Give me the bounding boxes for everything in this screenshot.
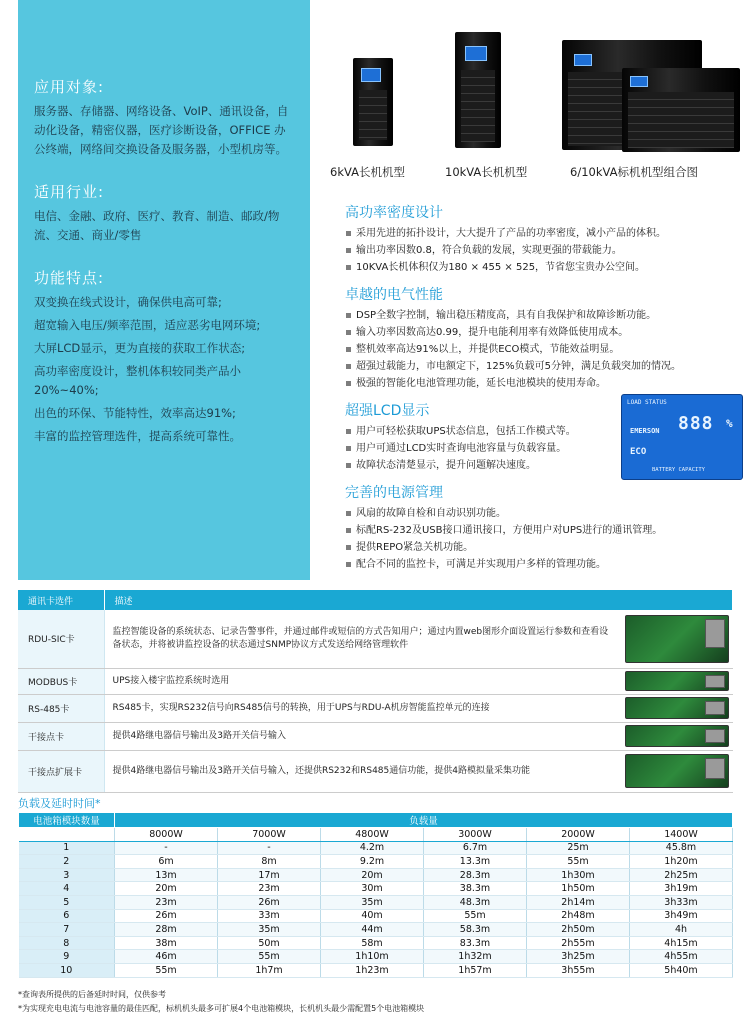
runtime-cell: 23m <box>218 882 321 896</box>
col-load-group: 负载量 <box>115 813 733 828</box>
industries-heading: 适用行业: <box>34 183 105 201</box>
circuit-card-image <box>625 615 729 663</box>
ups-screen <box>630 76 648 87</box>
table-row <box>18 694 733 722</box>
load-runtime-table <box>18 812 733 978</box>
footnote: *查询表所提供的后备延时时间，仅供参考 <box>18 990 166 999</box>
runtime-cell: 4h <box>630 923 733 937</box>
bullet-item: 用户可通过LCD实时查询电池容量与负载容量。 <box>345 440 615 457</box>
table-header-row <box>18 590 733 610</box>
runtime-cell: 4h15m <box>630 936 733 950</box>
runtime-cell: 30m <box>321 882 424 896</box>
bullet-item: 用户可轻松获取UPS状态信息，包括工作模式等。 <box>345 423 615 440</box>
section-power-density <box>345 202 745 276</box>
runtime-cell: 13m <box>115 868 218 882</box>
bullet-item: 10KVA长机体积仅为180 × 455 × 525，节省您宝贵办公空间。 <box>345 259 745 276</box>
blank-cell <box>19 828 115 842</box>
runtime-cell: 28m <box>115 923 218 937</box>
bullet-list <box>345 307 745 392</box>
bullet-item: 提供REPO紧急关机功能。 <box>345 539 745 556</box>
runtime-cell: 26m <box>115 909 218 923</box>
feature-sections <box>345 202 745 581</box>
ups-10kva-image <box>455 32 501 148</box>
caption-rack-combo: 6/10kVA标机机型组合图 <box>570 165 698 179</box>
col-battery-modules: 电池箱模块数量 <box>19 813 115 828</box>
ups-vent <box>359 90 387 140</box>
lcd-mode: ECO <box>630 447 647 457</box>
card-name: RDU-SIC卡 <box>18 610 104 668</box>
runtime-cell: 17m <box>218 868 321 882</box>
feature-item: 丰富的监控管理选件，提高系统可靠性。 <box>34 429 241 443</box>
bullet-item: 配合不同的监控卡，可满足并实现用户多样的管理功能。 <box>345 556 745 573</box>
runtime-cell: 4h55m <box>630 950 733 964</box>
runtime-cell: 38m <box>115 936 218 950</box>
bullet-item: 输入功率因数高达0.99，提升电能利用率有效降低使用成本。 <box>345 324 745 341</box>
product-images <box>330 22 740 182</box>
runtime-cell: 58m <box>321 936 424 950</box>
runtime-cell: 20m <box>115 882 218 896</box>
runtime-cell: 44m <box>321 923 424 937</box>
module-count: 5 <box>19 895 115 909</box>
runtime-cell: 55m <box>218 950 321 964</box>
table-row <box>19 882 733 896</box>
table-row <box>19 868 733 882</box>
circuit-card-image <box>625 671 729 691</box>
card-desc: 监控智能设备的系统状态、记录告警事件，并通过邮件或短信的方式告知用户；通过内置web图形介面设置运行参数和查看设备状态，并将被讲监控设备的状态通过SNMP协议方式发送给网络管理软件 <box>104 610 621 668</box>
runtime-cell: 1h30m <box>527 868 630 882</box>
runtime-cell: 35m <box>321 895 424 909</box>
applications-text: 服务器、存储器、网络设备、VoIP、通讯设备，自动化设备，精密仪器，医疗诊断设备，OFFICE 办公终端，网络间交换设备及服务器，小型机房等。 <box>34 104 289 156</box>
runtime-cell: 3h19m <box>630 882 733 896</box>
table-row <box>19 963 733 977</box>
ups-screen <box>465 46 487 61</box>
card-desc: 提供4路继电器信号输出及3路开关信号输入，还提供RS232和RS485通信功能，提供4路模拟量采集功能 <box>104 750 621 792</box>
section-heading: 完善的电源管理 <box>345 485 443 501</box>
feature-item: 超宽输入电压/频率范围，适应恶劣电网环境; <box>34 318 261 332</box>
runtime-cell: 40m <box>321 909 424 923</box>
lcd-unit: % <box>726 417 733 430</box>
runtime-cell: 23m <box>115 895 218 909</box>
load-subheader-row <box>19 828 733 842</box>
industries-section <box>34 181 296 245</box>
load-col: 7000W <box>218 828 321 842</box>
runtime-cell: 1h20m <box>630 855 733 869</box>
runtime-cell: 1h50m <box>527 882 630 896</box>
runtime-cell: 55m <box>527 855 630 869</box>
card-image-cell <box>621 722 733 750</box>
section-heading: 高功率密度设计 <box>345 205 443 221</box>
runtime-cell: 3h49m <box>630 909 733 923</box>
ups-vent <box>628 92 734 148</box>
table-row <box>19 895 733 909</box>
card-name: RS-485卡 <box>18 694 104 722</box>
card-image-cell <box>621 750 733 792</box>
section-electrical <box>345 284 745 392</box>
load-col: 1400W <box>630 828 733 842</box>
runtime-cell: - <box>115 841 218 855</box>
card-desc: RS485卡，实现RS232信号向RS485信号的转换，用于UPS与RDU-A机房智能监控单元的连接 <box>104 694 621 722</box>
runtime-cell: 9.2m <box>321 855 424 869</box>
card-desc: 提供4路继电器信号输出及3路开关信号输入 <box>104 722 621 750</box>
col-card: 通讯卡选件 <box>18 590 104 610</box>
runtime-cell: 50m <box>218 936 321 950</box>
table-header-row <box>19 813 733 828</box>
bullet-item: 风扇的故障自检和自动识别功能。 <box>345 505 745 522</box>
circuit-card-image <box>625 697 729 719</box>
bullet-item: 整机效率高达91%以上，并提供ECO模式，节能效益明显。 <box>345 341 745 358</box>
card-desc: UPS接入楼宇监控系统时选用 <box>104 668 621 694</box>
module-count: 4 <box>19 882 115 896</box>
bullet-item: DSP全数字控制，输出稳压精度高，具有自我保护和故障诊断功能。 <box>345 307 745 324</box>
runtime-cell: 3h55m <box>527 963 630 977</box>
module-count: 9 <box>19 950 115 964</box>
load-col: 4800W <box>321 828 424 842</box>
runtime-cell: 3h33m <box>630 895 733 909</box>
runtime-cell: 1h57m <box>424 963 527 977</box>
runtime-cell: 1h32m <box>424 950 527 964</box>
runtime-cell: 2h25m <box>630 868 733 882</box>
module-count: 10 <box>19 963 115 977</box>
circuit-card-image <box>625 754 729 788</box>
runtime-cell: 5h40m <box>630 963 733 977</box>
card-options-table <box>18 590 733 793</box>
bullet-list <box>345 225 745 276</box>
runtime-cell: 45.8m <box>630 841 733 855</box>
runtime-cell: 1h10m <box>321 950 424 964</box>
ups-rack-front-image <box>622 68 740 152</box>
runtime-cell: 35m <box>218 923 321 937</box>
ups-6kva-image <box>353 58 393 146</box>
card-name: MODBUS卡 <box>18 668 104 694</box>
table-row <box>19 855 733 869</box>
card-image-cell <box>621 668 733 694</box>
card-name: 干接点扩展卡 <box>18 750 104 792</box>
bullet-list <box>345 423 615 474</box>
lcd-display-image <box>621 394 743 480</box>
runtime-cell: 28.3m <box>424 868 527 882</box>
applications-section <box>34 76 296 159</box>
bullet-item: 采用先进的拓扑设计，大大提升了产品的功率密度，减小产品的体积。 <box>345 225 745 242</box>
module-count: 7 <box>19 923 115 937</box>
runtime-cell: 38.3m <box>424 882 527 896</box>
runtime-cell: 2h50m <box>527 923 630 937</box>
runtime-cell: 13.3m <box>424 855 527 869</box>
caption-10kva: 10kVA长机机型 <box>445 165 528 179</box>
footnote: *为实现充电电流与电池容量的最佳匹配，标机机头最多可扩展4个电池箱模块，长机机头最少需配置5个电池箱模块 <box>18 1004 425 1013</box>
feature-item: 高功率密度设计，整机体积较同类产品小20%~40%; <box>34 364 241 397</box>
table-row <box>18 668 733 694</box>
runtime-cell: 55m <box>424 909 527 923</box>
bullet-item: 超强过载能力，市电额定下，125%负载可5分钟，满足负载突加的情况。 <box>345 358 745 375</box>
circuit-card-image <box>625 725 729 747</box>
table-row <box>18 722 733 750</box>
load-col: 2000W <box>527 828 630 842</box>
table-row <box>19 923 733 937</box>
runtime-cell: 2h14m <box>527 895 630 909</box>
lcd-digits: 888 <box>678 413 714 434</box>
table-row <box>19 936 733 950</box>
runtime-cell: 3h25m <box>527 950 630 964</box>
left-panel <box>18 0 310 580</box>
section-heading: 超强LCD显示 <box>345 403 430 419</box>
runtime-cell: 48.3m <box>424 895 527 909</box>
load-col: 3000W <box>424 828 527 842</box>
ups-screen <box>361 68 381 82</box>
module-count: 8 <box>19 936 115 950</box>
col-desc: 描述 <box>104 590 733 610</box>
lcd-top-label: LOAD STATUS <box>627 399 667 406</box>
runtime-cell: - <box>218 841 321 855</box>
section-lcd <box>345 400 745 474</box>
load-col: 8000W <box>115 828 218 842</box>
lcd-brand: EMERSON <box>630 427 660 435</box>
runtime-cell: 25m <box>527 841 630 855</box>
caption-6kva: 6kVA长机机型 <box>330 165 405 179</box>
bullet-item: 输出功率因数0.8，符合负载的发展，实现更强的带载能力。 <box>345 242 745 259</box>
feature-item: 双变换在线式设计，确保供电高可靠; <box>34 295 222 309</box>
runtime-cell: 83.3m <box>424 936 527 950</box>
module-count: 1 <box>19 841 115 855</box>
bullet-item: 标配RS-232及USB接口通讯接口，方便用户对UPS进行的通讯管理。 <box>345 522 745 539</box>
runtime-cell: 33m <box>218 909 321 923</box>
feature-item: 大屏LCD显示，更为直接的获取工作状态; <box>34 341 246 355</box>
card-image-cell <box>621 694 733 722</box>
bullet-item: 故障状态清楚显示，提升问题解决速度。 <box>345 457 615 474</box>
table-row <box>19 950 733 964</box>
applications-heading: 应用对象: <box>34 78 105 96</box>
table-row <box>18 750 733 792</box>
industries-text: 电信、金融、政府、医疗、教育、制造、邮政/物流、交通、商业/零售 <box>34 209 280 242</box>
table-row <box>18 610 733 668</box>
card-image-cell <box>621 610 733 668</box>
ups-screen <box>574 54 592 66</box>
runtime-cell: 1h7m <box>218 963 321 977</box>
runtime-cell: 1h23m <box>321 963 424 977</box>
runtime-cell: 58.3m <box>424 923 527 937</box>
module-count: 2 <box>19 855 115 869</box>
runtime-cell: 55m <box>115 963 218 977</box>
runtime-cell: 4.2m <box>321 841 424 855</box>
runtime-cell: 6.7m <box>424 841 527 855</box>
load-table-title: 负载及延时时间* <box>18 797 101 810</box>
section-power-management <box>345 482 745 573</box>
runtime-cell: 26m <box>218 895 321 909</box>
bullet-list <box>345 505 745 573</box>
footnotes <box>18 988 424 1016</box>
card-name: 干接点卡 <box>18 722 104 750</box>
module-count: 6 <box>19 909 115 923</box>
bullet-item: 极强的智能化电池管理功能，延长电池模块的使用寿命。 <box>345 375 745 392</box>
runtime-cell: 20m <box>321 868 424 882</box>
table-row <box>19 909 733 923</box>
ups-vent <box>461 70 495 142</box>
features-section <box>34 267 296 446</box>
runtime-cell: 2h48m <box>527 909 630 923</box>
runtime-cell: 8m <box>218 855 321 869</box>
feature-item: 出色的环保、节能特性，效率高达91%; <box>34 406 236 420</box>
features-heading: 功能特点: <box>34 269 105 287</box>
lcd-bottom-label: BATTERY CAPACITY <box>652 467 705 473</box>
section-heading: 卓越的电气性能 <box>345 287 443 303</box>
runtime-cell: 6m <box>115 855 218 869</box>
module-count: 3 <box>19 868 115 882</box>
table-row <box>19 841 733 855</box>
runtime-cell: 46m <box>115 950 218 964</box>
runtime-cell: 2h55m <box>527 936 630 950</box>
